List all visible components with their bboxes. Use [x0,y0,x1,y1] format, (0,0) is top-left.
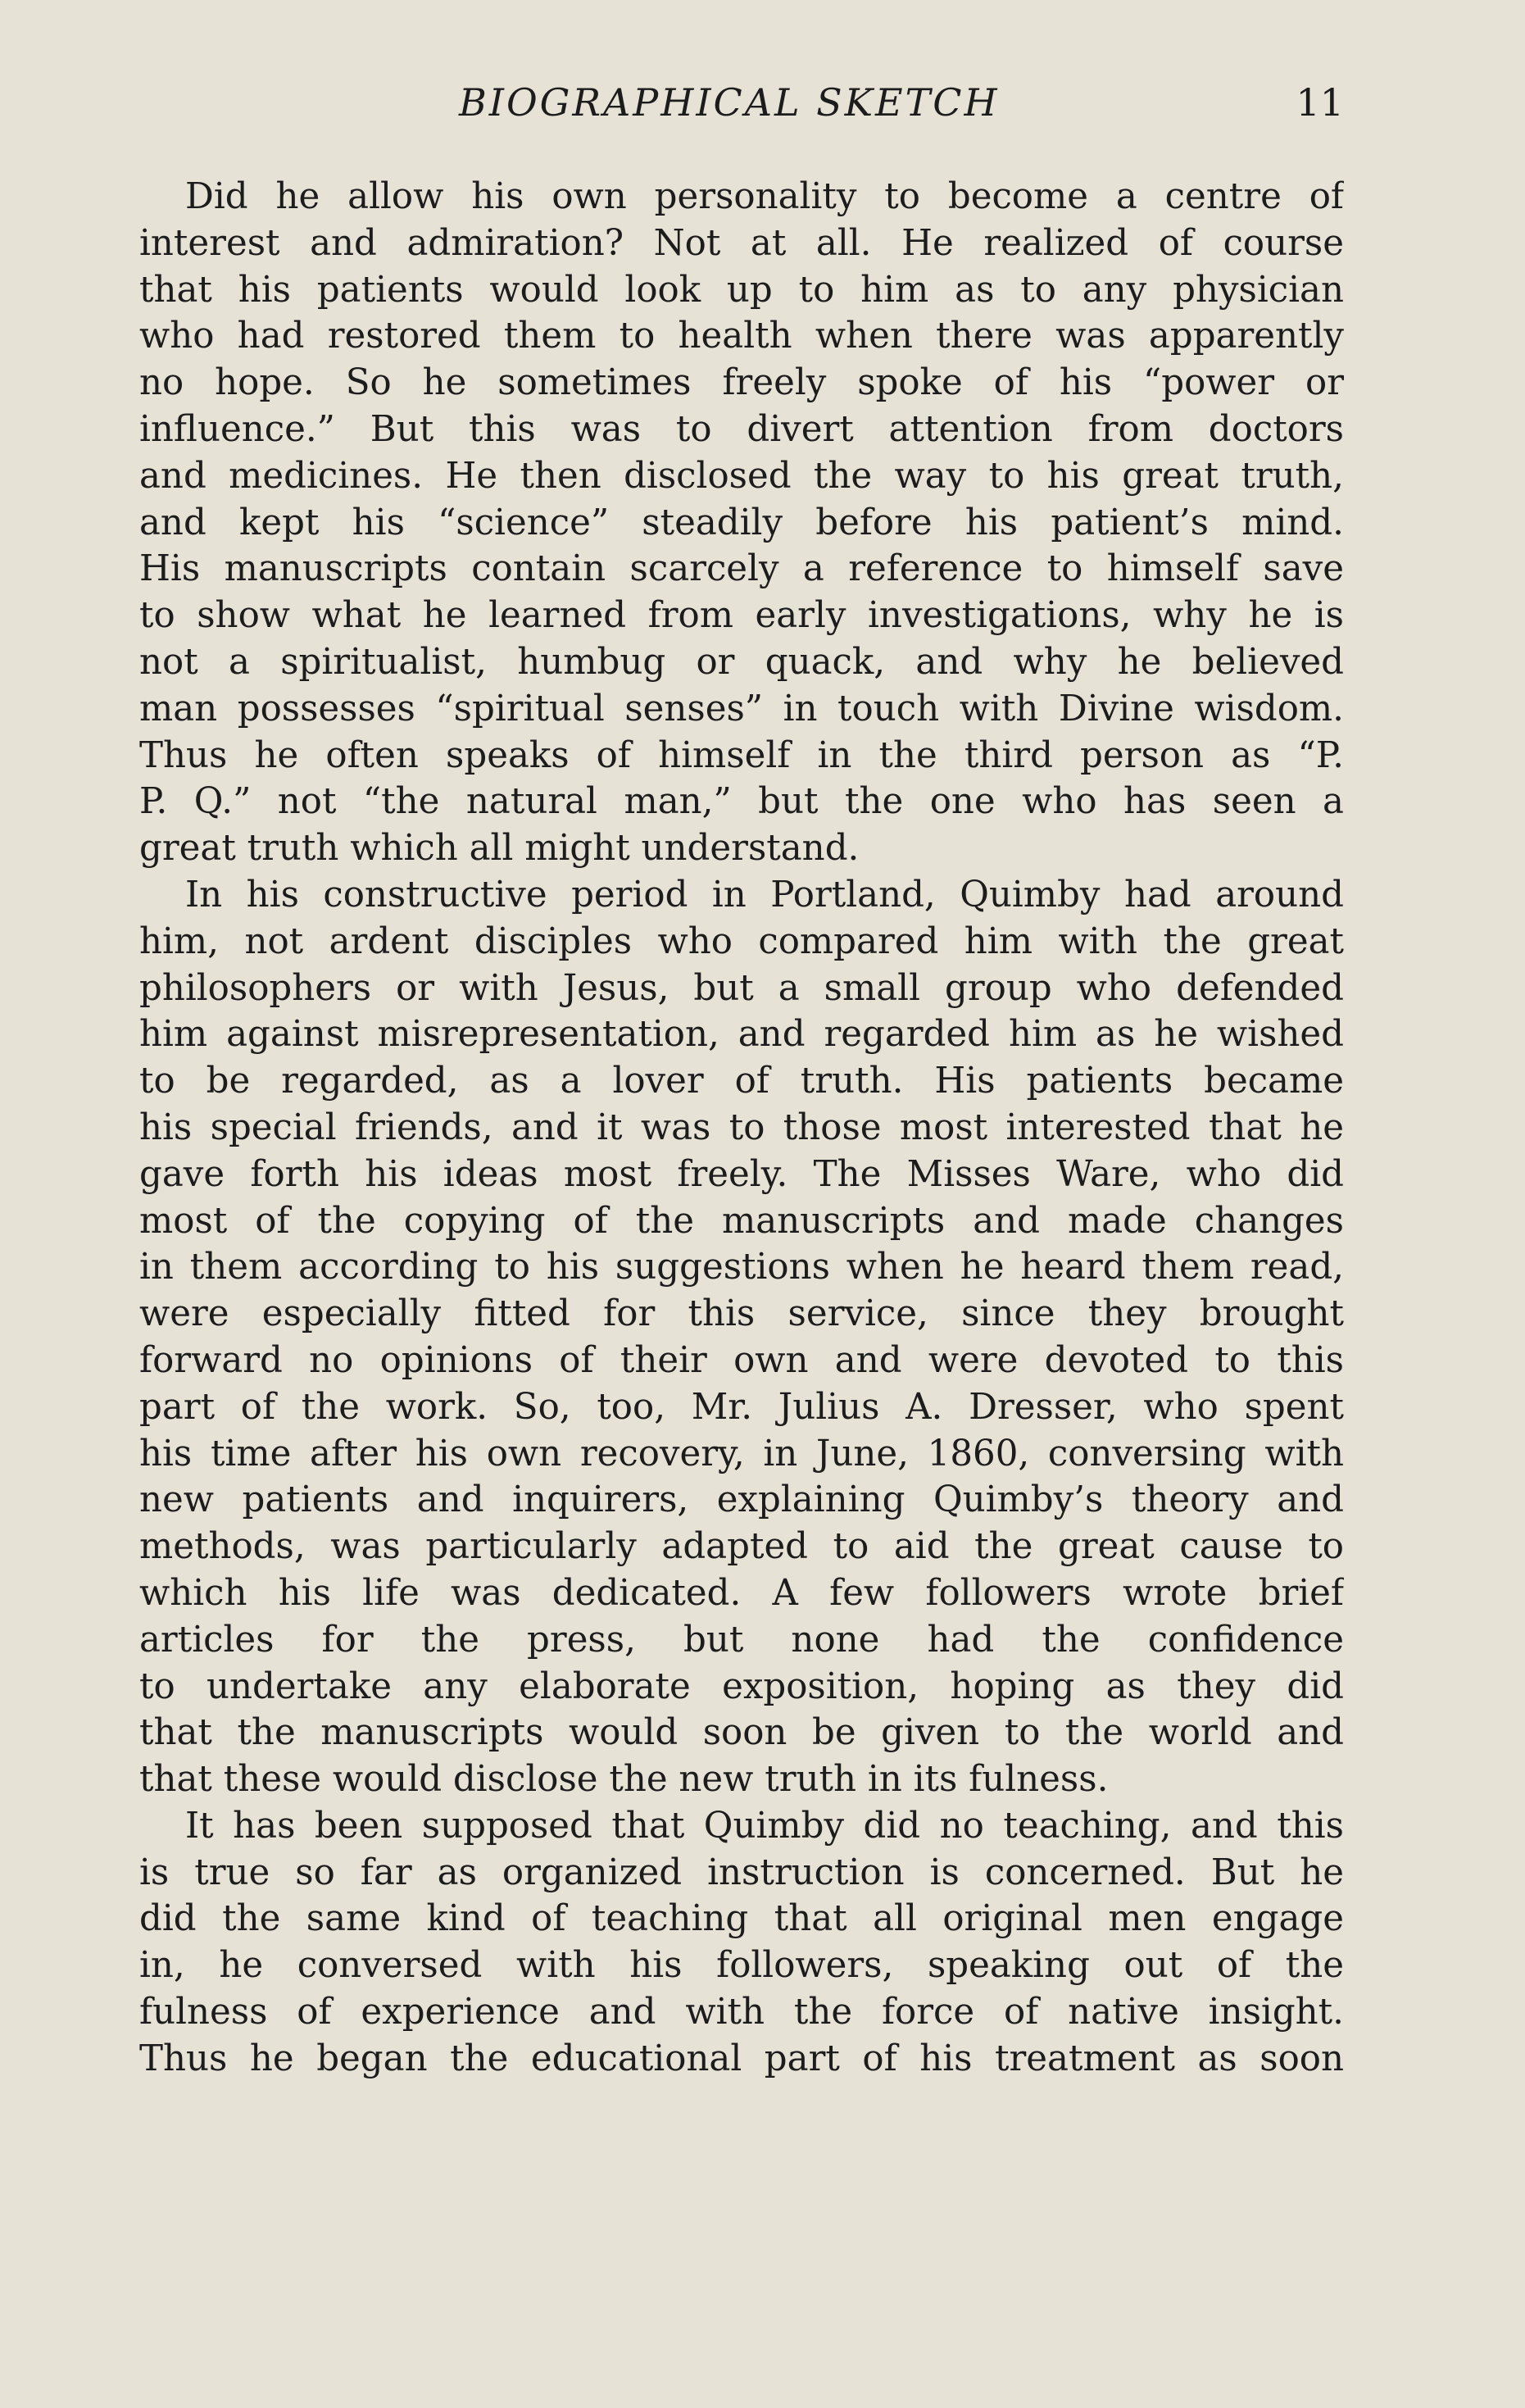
text-line: Thus he began the educational part of his treatment as soon [139,2038,1344,2079]
text-line: Did he allow his own personality to become a centre of [185,176,1344,217]
text-line: that these would disclose the new truth in its fulness. [139,1759,1109,1801]
paragraph [139,174,1344,872]
text-line: influence.” But this was to divert attention from doctors [139,408,1344,450]
text-line: not a spiritualist, humbug or quack, and why he believed [139,641,1344,683]
text-line: new patients and inquirers, explaining Quimby’s theory and [139,1479,1344,1521]
text-line: great truth which all might understand. [139,828,860,870]
text-line: did the same kind of teaching that all original men engage [139,1898,1344,1940]
text-line: in them according to his suggestions when he heard them read, [139,1247,1344,1288]
text-line: Thus he often speaks of himself in the third person as “P. [139,734,1344,776]
text-line: His manuscripts contain scarcely a reference to himself save [139,548,1344,590]
text-line: In his constructive period in Portland, Quimby had around [185,874,1344,915]
text-line: P. Q.” not “the natural man,” but the one who has seen a [139,781,1344,823]
text-line: philosophers or with Jesus, but a small group who defended [139,967,1344,1009]
text-line: It has been supposed that Quimby did no teaching, and this [185,1805,1344,1847]
text-line: to be regarded, as a lover of truth. His patients became [139,1061,1344,1102]
text-line: were especially fitted for this service, since they brought [139,1293,1344,1335]
text-line: part of the work. So, too, Mr. Julius A. Dresser, who spent [139,1386,1344,1428]
text-line: his time after his own recovery, in June, 1860, conversing with [139,1433,1344,1474]
text-line: that his patients would look up to him as to any physician [139,269,1344,311]
text-line: interest and admiration? Not at all. He realized of course [139,222,1344,264]
text-line: him, not ardent disciples who compared him with the great [139,920,1344,962]
text-line: his special friends, and it was to those most interested that he [139,1106,1344,1148]
paragraph [139,872,1344,1803]
text-line: forward no opinions of their own and were devoted to this [139,1339,1344,1381]
text-line: to show what he learned from early investigations, why he is [139,595,1344,637]
text-line: in, he conversed with his followers, speaking out of the [139,1945,1344,1987]
text-line: is true so far as organized instruction is concerned. But he [139,1851,1344,1893]
running-head [139,80,1344,129]
running-title: BIOGRAPHICAL SKETCH [459,80,1000,125]
text-line: and kept his “science” steadily before his patient’s mind. [139,502,1344,543]
text-line: gave forth his ideas most freely. The Misses Ware, who did [139,1153,1344,1195]
text-line: methods, was particularly adapted to aid the great cause to [139,1526,1344,1568]
page-number: 11 [1296,80,1344,125]
text-line: him against misrepresentation, and regarded him as he wished [139,1014,1344,1056]
text-line: fulness of experience and with the force of native insight. [139,1992,1344,2033]
text-line: and medicines. He then disclosed the way to his great truth, [139,455,1344,497]
text-line: most of the copying of the manuscripts and made changes [139,1200,1344,1242]
text-line: man possesses “spiritual senses” in touch with Divine wisdom. [139,688,1344,729]
text-line: no hope. So he sometimes freely spoke of his “power or [139,362,1344,404]
text-line: who had restored them to health when there was apparently [139,316,1344,357]
body-text [139,174,1344,2083]
text-line: to undertake any elaborate exposition, hoping as they did [139,1665,1344,1707]
text-line: which his life was dedicated. A few followers wrote brief [139,1572,1344,1614]
paragraph [139,1803,1344,2083]
text-line: articles for the press, but none had the confidence [139,1619,1344,1661]
text-line: that the manuscripts would soon be given to the world and [139,1712,1344,1754]
